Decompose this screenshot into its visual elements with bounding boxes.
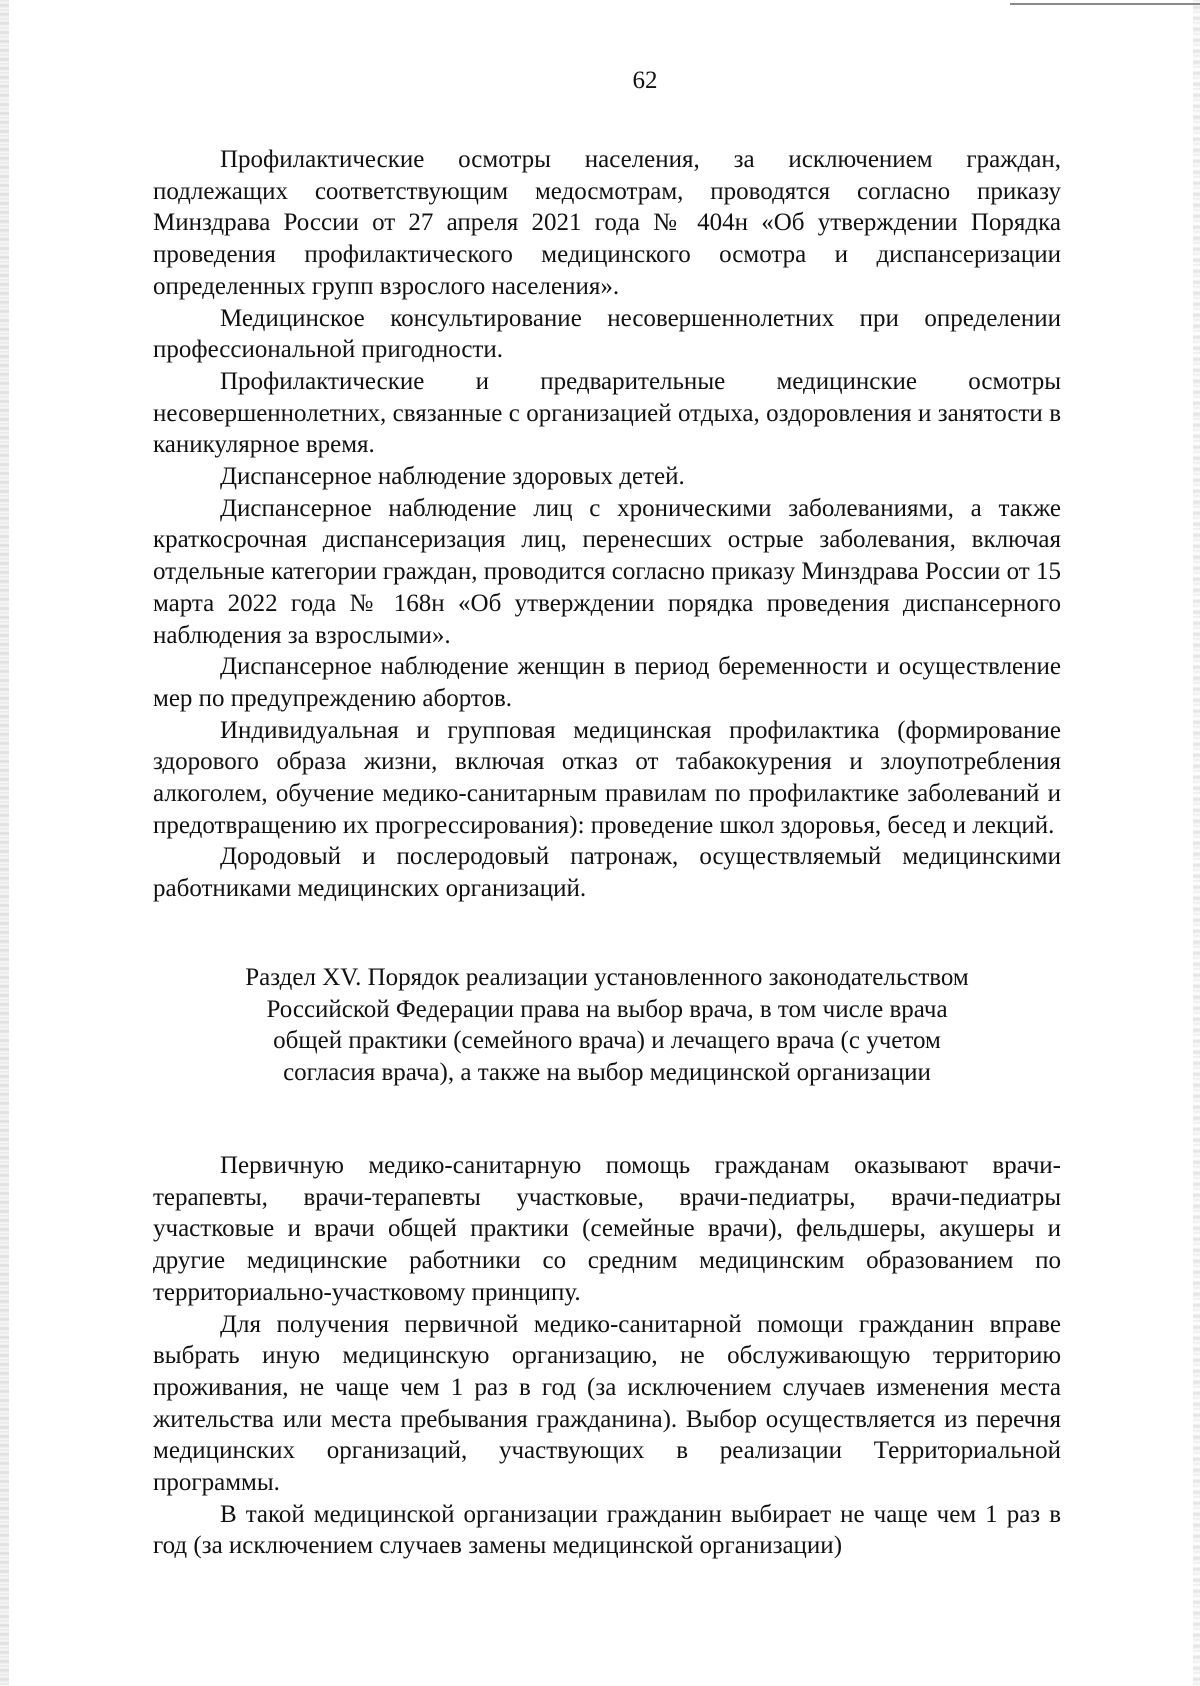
scan-edge-left bbox=[0, 0, 9, 1686]
paragraph: Первичную медико-санитарную помощь гражданам оказывают врачи-терапевты, врачи-терапевты участковые, врачи-педиатры, врачи-педиатры участковые и врачи общей практики (семейные врачи), фельдшеры, акушеры и другие медицинские работники со средним медицинским образованием по территориально-участковому принципу. bbox=[153, 1152, 1061, 1306]
paragraph: Профилактические и предварительные медицинские осмотры несовершеннолетних, связанные с организацией отдыха, оздоровления и занятости в каникулярное время. bbox=[153, 367, 1061, 459]
paragraph: Для получения первичной медико-санитарной помощи гражданин вправе выбрать иную медицинскую организацию, не обслуживающую территорию проживания, не чаще чем 1 раз в год (за исключением случаев изменения места жительства или места пребывания гражданина). Выбор осуществляется из перечня медицинских организаций, участвующих в реализации Территориальной программы. bbox=[153, 1310, 1061, 1497]
section-title-line: Российской Федерации права на выбор врача, в том числе врача bbox=[266, 995, 948, 1023]
paragraph: Диспансерное наблюдение лиц с хроническими заболеваниями, а также краткосрочная диспансеризация лиц, перенесших острые заболевания, включая отдельные категории граждан, проводится согласно приказу Минздрава России от 15 марта 2022 года № 168н «Об утверждении порядка проведения диспансерного наблюдения за взрослыми». bbox=[153, 494, 1061, 649]
section-title-line: общей практики (семейного врача) и лечащего врача (с учетом bbox=[273, 1027, 941, 1055]
section-title-line: согласия врача), а также на выбор медицинской организации bbox=[283, 1059, 931, 1087]
paragraph: Дородовый и послеродовый патронаж, осуществляемый медицинскими работниками медицинских организаций. bbox=[153, 843, 1061, 903]
section-title-line: Раздел XV. Порядок реализации установленного законодательством bbox=[245, 964, 969, 991]
paragraph: Профилактические осмотры населения, за исключением граждан, подлежащих соответствующим медосмотрам, проводятся согласно приказу Минздрава России от 27 апреля 2021 года № 404н «Об утверждении Порядка проведения профилактического медицинского осмотра и диспансеризации определенных групп взрослого населения». bbox=[153, 146, 1061, 300]
section-title bbox=[153, 962, 1061, 1089]
paragraph: Диспансерное наблюдение здоровых детей. bbox=[220, 463, 685, 491]
bottom-text-block bbox=[153, 1150, 1061, 1562]
paragraph: Медицинское консультирование несовершеннолетних при определении профессиональной пригодности. bbox=[153, 304, 1061, 364]
top-text-block bbox=[153, 144, 1061, 905]
page-number: 62 bbox=[632, 67, 658, 94]
paragraph: Диспансерное наблюдение женщин в период беременности и осуществление мер по предупреждению абортов. bbox=[153, 653, 1061, 712]
scan-edge-right bbox=[1193, 0, 1200, 1686]
paragraph: Индивидуальная и групповая медицинская профилактика (формирование здорового образа жизни, включая отказ от табакокурения и злоупотребления алкоголем, обучение медико-санитарным правилам по профилактике заболеваний и предотвращению их прогрессирования): проведение школ здоровья, бесед и лекций. bbox=[153, 716, 1061, 839]
paragraph: В такой медицинской организации гражданин выбирает не чаще чем 1 раз в год (за исключением случаев замены медицинской организации) bbox=[153, 1500, 1061, 1560]
scan-top-rule bbox=[1010, 3, 1200, 5]
